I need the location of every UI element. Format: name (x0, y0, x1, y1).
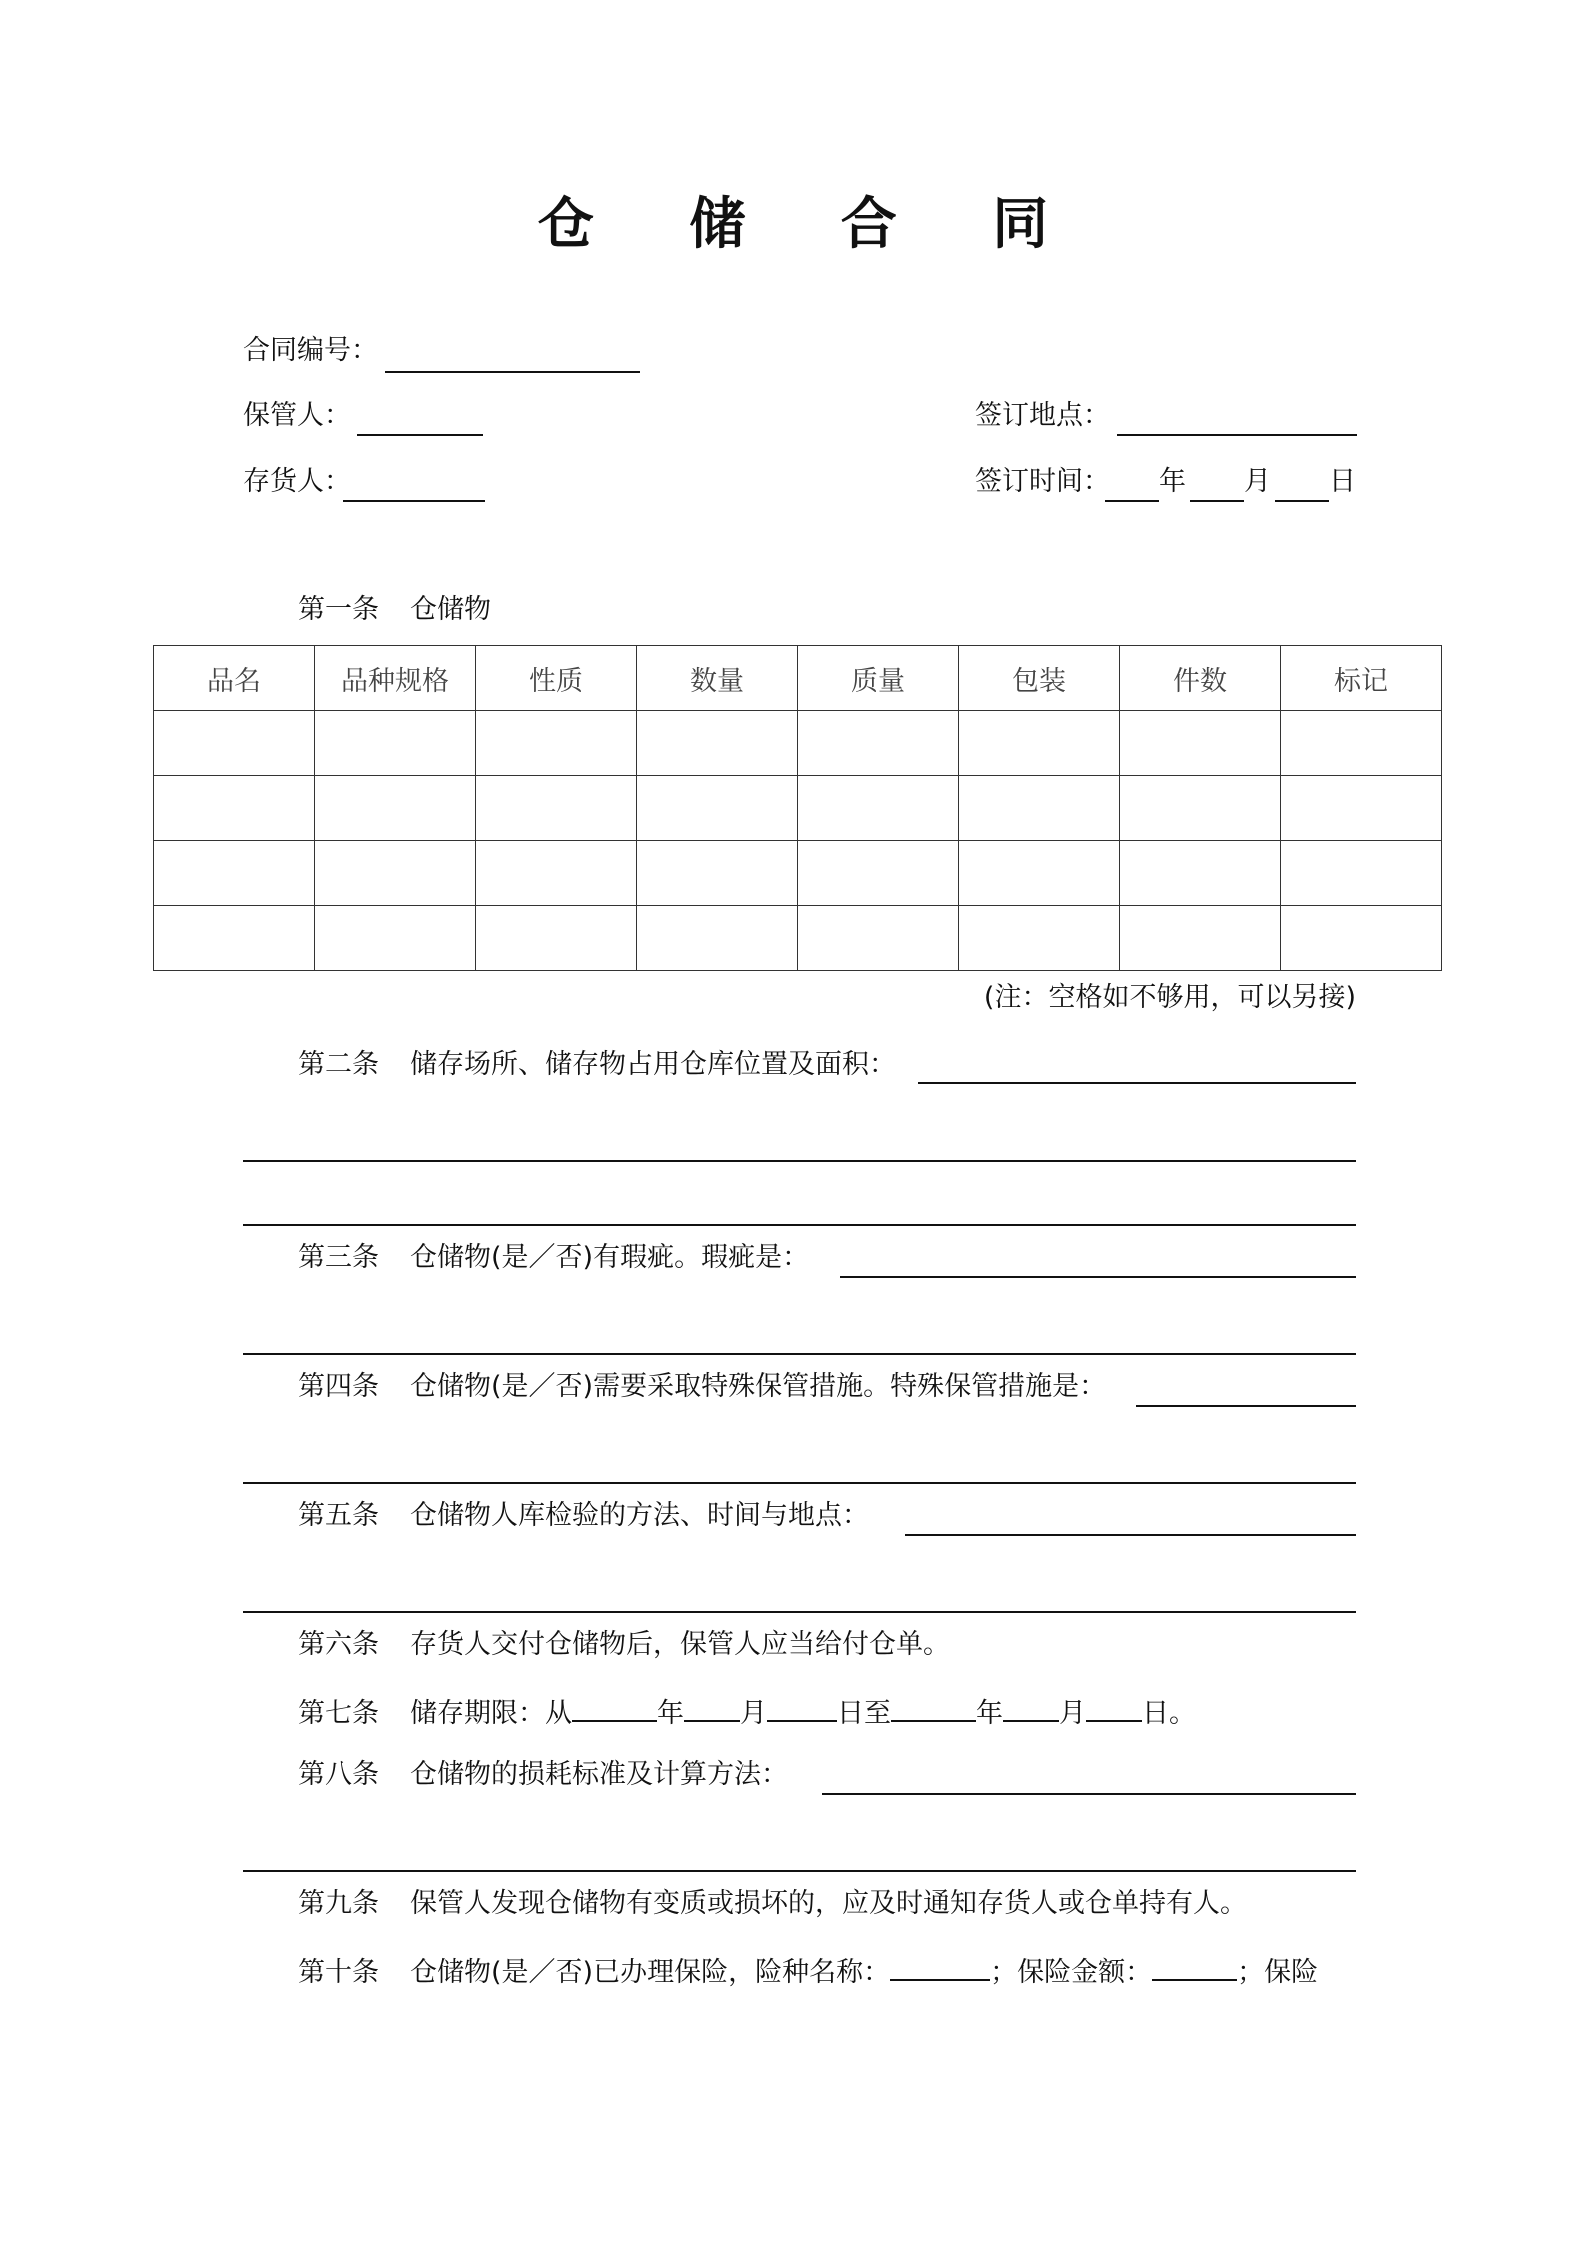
article-4-text: 仓储物(是／否)需要采取特殊保管措施。特殊保管措施是： (410, 1371, 1107, 1402)
table-cell[interactable] (476, 776, 637, 841)
sign-place-label: 签订地点： (975, 400, 1110, 431)
from-year-label: 年 (657, 1698, 684, 1729)
table-header-cell: 数量 (637, 646, 798, 711)
contract-no-label: 合同编号： (243, 335, 378, 366)
sign-month-field[interactable] (1190, 500, 1244, 502)
goods-table-header-row (154, 646, 1442, 711)
storage-from-day-field[interactable] (767, 1692, 837, 1722)
contract-no-field[interactable] (385, 371, 640, 373)
storage-to-month-field[interactable] (1003, 1692, 1059, 1722)
article-6-text: 存货人交付仓储物后，保管人应当给付仓单。 (410, 1629, 950, 1660)
table-header-cell: 质量 (798, 646, 959, 711)
article-10-number: 第十条 (298, 1957, 379, 1988)
article-5 (298, 1498, 869, 1534)
article-8-field-line-2[interactable] (243, 1870, 1356, 1872)
article-2-field-line-1[interactable] (918, 1082, 1356, 1084)
table-cell[interactable] (637, 906, 798, 971)
to-year-label: 年 (976, 1698, 1003, 1729)
article-1-number: 第一条 (298, 594, 379, 625)
article-8 (298, 1757, 788, 1793)
article-10-text: 仓储物(是／否)已办理保险，险种名称： (410, 1957, 891, 1988)
table-cell[interactable] (798, 906, 959, 971)
article-7-prefix: 储存期限：从 (410, 1698, 572, 1729)
table-header-cell: 品名 (154, 646, 315, 711)
article-4-number: 第四条 (298, 1371, 379, 1402)
article-1 (298, 592, 491, 628)
sign-time-label: 签订时间： (975, 466, 1110, 497)
sign-day-label: 日 (1329, 466, 1356, 497)
depositor-field[interactable] (343, 500, 485, 502)
table-cell[interactable] (1120, 776, 1281, 841)
table-header-cell: 包装 (959, 646, 1120, 711)
article-8-field-line-1[interactable] (822, 1793, 1356, 1795)
article-4-field-line-1[interactable] (1136, 1405, 1356, 1407)
table-cell[interactable] (476, 841, 637, 906)
article-3-field-line-2[interactable] (243, 1353, 1356, 1355)
article-7 (298, 1692, 1196, 1732)
from-month-label: 月 (740, 1698, 767, 1729)
article-2 (298, 1047, 896, 1083)
table-cell[interactable] (637, 711, 798, 776)
sign-place-field[interactable] (1117, 434, 1357, 436)
table-cell[interactable] (1281, 776, 1442, 841)
table-cell[interactable] (1120, 711, 1281, 776)
article-9 (298, 1886, 1247, 1922)
article-6-number: 第六条 (298, 1629, 379, 1660)
article-10-tail: ；保险 (1237, 1957, 1319, 1988)
insurance-type-field[interactable] (890, 1951, 990, 1981)
article-2-field-line-3[interactable] (243, 1224, 1356, 1226)
table-header-cell: 标记 (1281, 646, 1442, 711)
article-3-text: 仓储物(是／否)有瑕疵。瑕疵是： (410, 1242, 810, 1273)
storage-from-month-field[interactable] (684, 1692, 740, 1722)
table-cell[interactable] (959, 841, 1120, 906)
article-10 (298, 1951, 1318, 1991)
table-header-cell: 性质 (476, 646, 637, 711)
table-cell[interactable] (315, 906, 476, 971)
table-cell[interactable] (154, 776, 315, 841)
table-cell[interactable] (1281, 841, 1442, 906)
table-cell[interactable] (959, 711, 1120, 776)
article-5-field-line-2[interactable] (243, 1611, 1356, 1613)
sign-month-label: 月 (1244, 466, 1271, 497)
table-cell[interactable] (1120, 841, 1281, 906)
article-3 (298, 1240, 809, 1276)
table-cell[interactable] (154, 906, 315, 971)
article-3-number: 第三条 (298, 1242, 379, 1273)
article-5-field-line-1[interactable] (905, 1534, 1356, 1536)
storage-from-year-field[interactable] (572, 1692, 657, 1722)
article-7-number: 第七条 (298, 1698, 379, 1729)
sign-year-field[interactable] (1105, 500, 1159, 502)
article-2-number: 第二条 (298, 1049, 379, 1080)
table-cell[interactable] (476, 711, 637, 776)
insurance-amount-field[interactable] (1152, 1951, 1237, 1981)
table-cell[interactable] (637, 841, 798, 906)
article-9-text: 保管人发现仓储物有变质或损坏的，应及时通知存货人或仓单持有人。 (410, 1888, 1247, 1919)
article-2-text: 储存场所、储存物占用仓库位置及面积： (410, 1049, 896, 1080)
article-5-text: 仓储物人库检验的方法、时间与地点： (410, 1500, 869, 1531)
table-row (154, 711, 1442, 776)
article-1-text: 仓储物 (410, 594, 491, 625)
table-cell[interactable] (637, 776, 798, 841)
table-cell[interactable] (315, 776, 476, 841)
article-3-field-line-1[interactable] (840, 1276, 1356, 1278)
article-9-number: 第九条 (298, 1888, 379, 1919)
document-title: 仓 储 合 同 (537, 192, 1087, 257)
table-row (154, 841, 1442, 906)
table-cell[interactable] (1120, 906, 1281, 971)
table-row (154, 776, 1442, 841)
table-note: (注：空格如不够用，可以另接) (983, 982, 1356, 1013)
article-2-field-line-2[interactable] (243, 1160, 1356, 1162)
table-cell[interactable] (798, 841, 959, 906)
table-cell[interactable] (315, 711, 476, 776)
table-cell[interactable] (959, 776, 1120, 841)
article-6 (298, 1627, 950, 1663)
custodian-field[interactable] (357, 434, 483, 436)
sign-year-label: 年 (1159, 466, 1186, 497)
depositor-label: 存货人： (243, 466, 351, 497)
table-cell[interactable] (154, 711, 315, 776)
goods-table (153, 645, 1442, 971)
table-cell[interactable] (959, 906, 1120, 971)
table-header-cell: 件数 (1120, 646, 1281, 711)
article-8-text: 仓储物的损耗标准及计算方法： (410, 1759, 788, 1790)
to-month-label: 月 (1059, 1698, 1086, 1729)
article-4 (298, 1369, 1106, 1405)
article-8-number: 第八条 (298, 1759, 379, 1790)
custodian-label: 保管人： (243, 400, 351, 431)
article-4-field-line-2[interactable] (243, 1482, 1356, 1484)
table-row (154, 906, 1442, 971)
table-cell[interactable] (315, 841, 476, 906)
table-header-cell: 品种规格 (315, 646, 476, 711)
insurance-amount-label: ；保险金额： (990, 1957, 1153, 1988)
table-cell[interactable] (798, 776, 959, 841)
sign-day-field[interactable] (1275, 500, 1329, 502)
storage-to-day-field[interactable] (1086, 1692, 1142, 1722)
to-day-label: 日。 (1142, 1698, 1196, 1729)
table-cell[interactable] (1281, 711, 1442, 776)
table-cell[interactable] (1281, 906, 1442, 971)
table-cell[interactable] (476, 906, 637, 971)
article-5-number: 第五条 (298, 1500, 379, 1531)
table-cell[interactable] (154, 841, 315, 906)
storage-to-year-field[interactable] (891, 1692, 976, 1722)
table-cell[interactable] (798, 711, 959, 776)
from-day-to-label: 日至 (837, 1698, 891, 1729)
